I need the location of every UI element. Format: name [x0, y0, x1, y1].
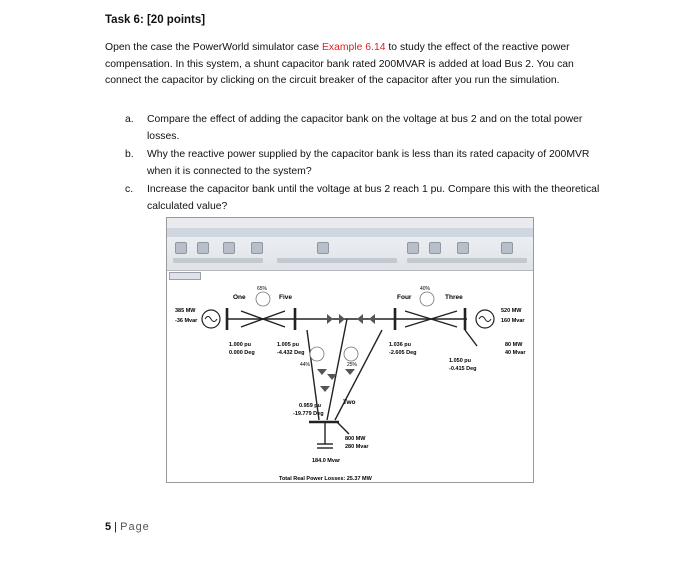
load-three-mvar: 40 Mvar	[505, 350, 526, 356]
volt-four-deg: -2.605 Deg	[389, 350, 417, 356]
volt-one-deg: 0.000 Deg	[229, 350, 255, 356]
loading-percent: 65%	[257, 286, 268, 292]
gen-one-mvar: -36 Mvar	[175, 318, 198, 324]
load-two-mw: 800 MW	[345, 436, 366, 442]
question-text: Increase the capacitor bank until the voltage at bus 2 reach 1 pu. Compare this with the theoretical calculated value?	[147, 184, 600, 212]
volt-two-deg: -19.779 Deg	[293, 411, 324, 417]
ribbon-icon	[501, 242, 513, 254]
flow-arrow	[369, 314, 375, 324]
ribbon-group-label	[277, 258, 397, 263]
ribbon-icon	[457, 242, 469, 254]
page-separator: |	[111, 521, 121, 533]
question-text: Compare the effect of adding the capacitor bank on the voltage at bus 2 and on the total power losses.	[147, 114, 583, 142]
line-loading-pie	[256, 292, 270, 306]
bus-five-label: Five	[279, 294, 293, 301]
gen-three-mw: 520 MW	[501, 308, 522, 314]
question-letter: a.	[125, 114, 134, 125]
bus-three-label: Three	[445, 294, 463, 301]
question-c	[125, 182, 603, 215]
gen-three-mvar: 160 Mvar	[501, 318, 525, 324]
line-loading-pie	[420, 292, 434, 306]
ribbon-group-label	[407, 258, 527, 263]
capacitor-mvar: 184.0 Mvar	[312, 458, 341, 464]
volt-five-pu: 1.005 pu	[277, 342, 300, 348]
page-number: 5	[105, 521, 112, 533]
question-letter: c.	[125, 184, 134, 196]
volt-three-pu: 1.050 pu	[449, 358, 472, 364]
ribbon-tabs	[167, 228, 533, 237]
bus-one-label: One	[233, 294, 246, 301]
ribbon-icon	[197, 242, 209, 254]
example-link[interactable]: Example 6.14	[321, 42, 386, 53]
powerworld-screenshot	[166, 217, 534, 483]
flow-arrow	[327, 314, 333, 324]
load-two-mvar: 280 Mvar	[345, 444, 369, 450]
intro-paragraph	[105, 40, 605, 90]
line-loading-pie	[310, 347, 324, 361]
question-letter: b.	[125, 149, 134, 161]
ribbon-icon	[429, 242, 441, 254]
gen-one-mw: 385 MW	[175, 308, 196, 314]
intro-text-start: Open the case the PowerWorld simulator case	[105, 42, 322, 53]
question-b	[125, 147, 603, 180]
question-list	[125, 112, 603, 218]
flow-arrow	[339, 314, 345, 324]
bus-four-label: Four	[397, 294, 412, 301]
ribbon-icon	[407, 242, 419, 254]
ribbon-toolbar	[167, 218, 533, 271]
volt-one-pu: 1.000 pu	[229, 342, 252, 348]
flow-arrow	[317, 369, 327, 375]
line-loading-pie	[344, 347, 358, 361]
bus-two-label: Two	[343, 399, 356, 406]
loading-percent: 44%	[300, 362, 311, 368]
ribbon-icon	[317, 242, 329, 254]
intro-text-rest: to study the effect of the reactive power compensation. In this system, a shunt capacitor bank rated 200MVAR is added at load Bus 2. You can connect the capacitor by clicking on the circuit breaker of the capacitor after you run the simulation.	[105, 42, 574, 87]
page-label: Page	[120, 521, 150, 533]
load-three-mw: 80 MW	[505, 342, 523, 348]
flow-arrow	[345, 369, 355, 375]
question-a	[125, 112, 603, 145]
loading-percent: 40%	[420, 286, 431, 292]
load-line	[465, 330, 477, 346]
ribbon-group-label	[173, 258, 263, 263]
oneline-diagram	[167, 274, 533, 483]
load-line	[337, 422, 349, 434]
flow-arrow	[357, 314, 363, 324]
question-text: Why the reactive power supplied by the capacitor bank is less than its rated capacity of 200MVR when it is connected to the system?	[147, 149, 590, 177]
ribbon-icon	[175, 242, 187, 254]
volt-five-deg: -4.432 Deg	[277, 350, 305, 356]
total-losses: Total Real Power Losses: 25.37 MW	[279, 476, 372, 482]
ribbon-icon	[223, 242, 235, 254]
task-title: Task 6: [20 points]	[105, 14, 206, 26]
volt-four-pu: 1.036 pu	[389, 342, 412, 348]
ribbon-icon	[251, 242, 263, 254]
flow-arrow	[320, 386, 330, 392]
page-footer	[105, 521, 150, 533]
volt-three-deg: -0.415 Deg	[449, 366, 477, 372]
loading-percent: 25%	[347, 362, 358, 368]
volt-two-pu: 0.959 pu	[299, 403, 322, 409]
window-titlebar	[167, 218, 533, 228]
